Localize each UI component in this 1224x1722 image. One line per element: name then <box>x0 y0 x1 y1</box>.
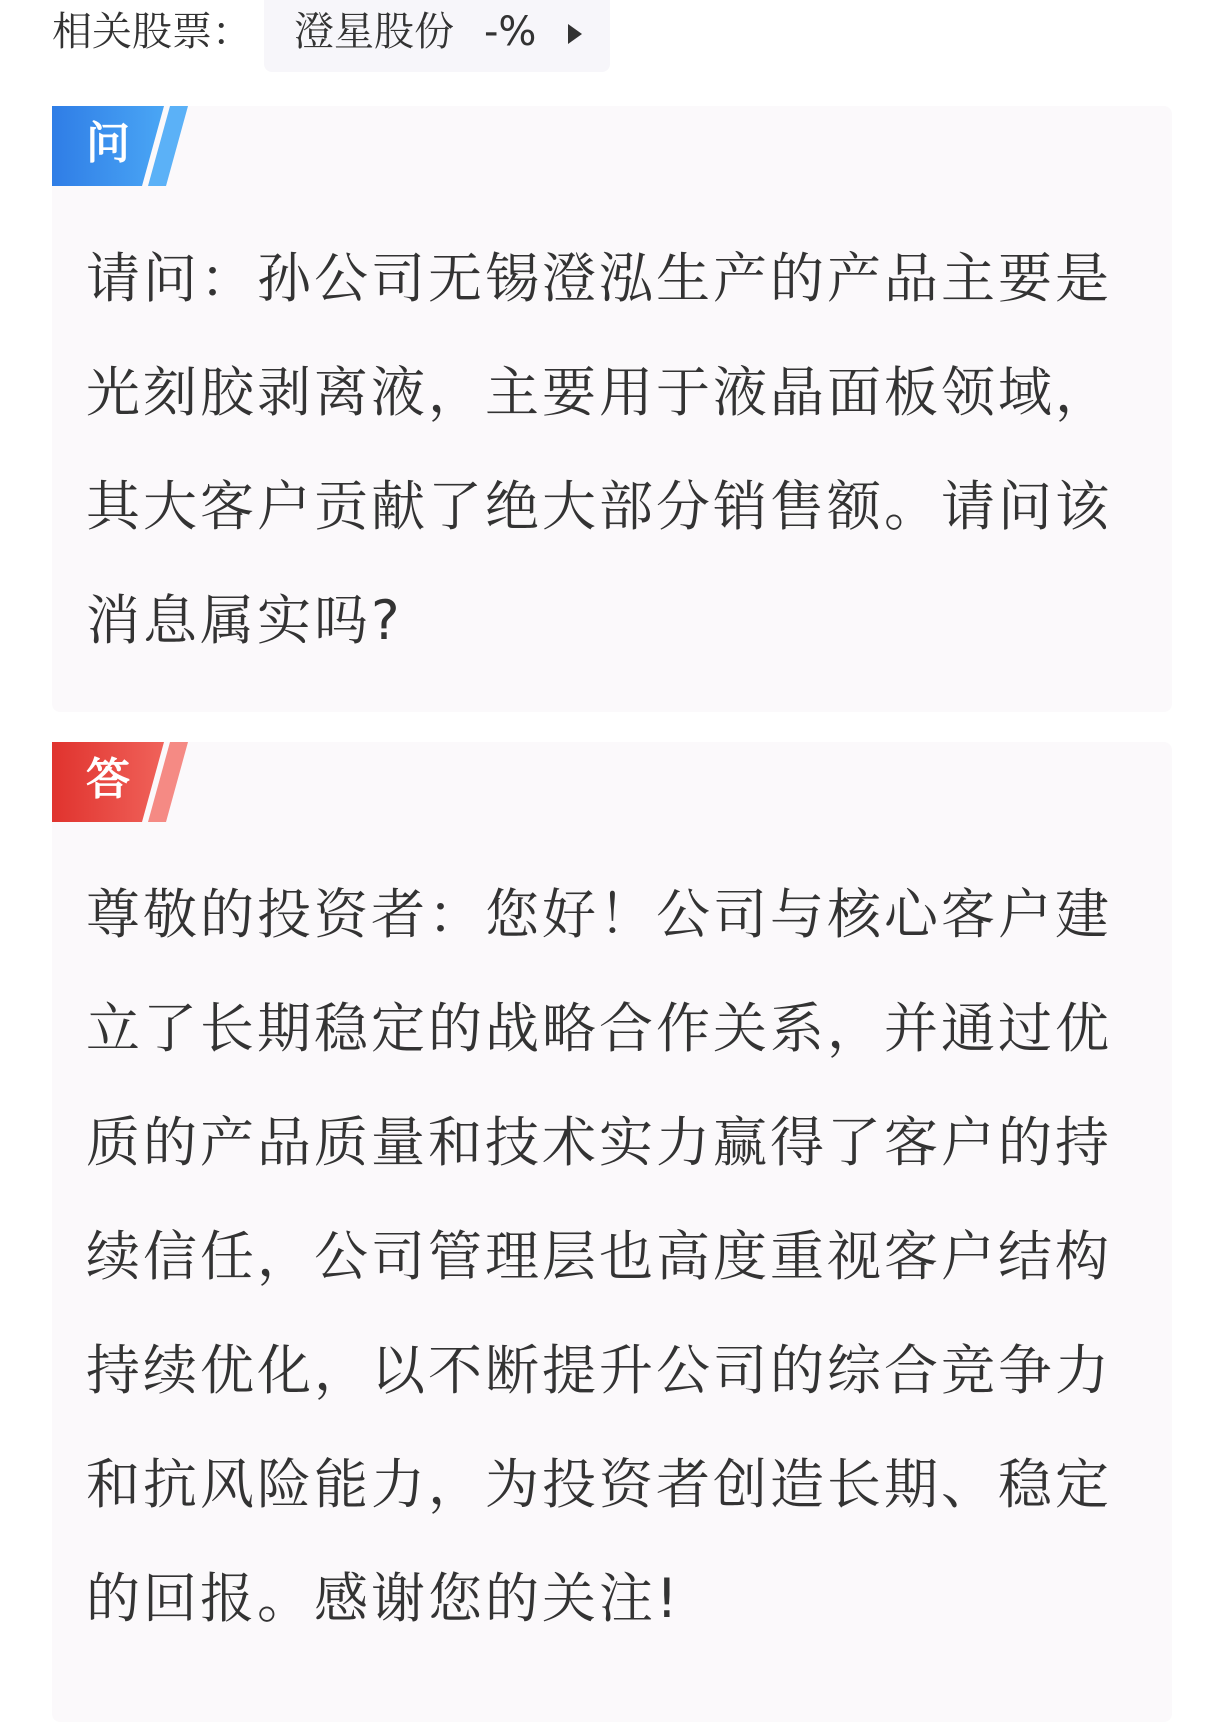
stock-change: -% <box>484 9 537 55</box>
answer-tag-label: 答 <box>86 754 130 805</box>
related-stocks-label: 相关股票： <box>52 9 252 55</box>
answer-tag <box>52 742 198 822</box>
question-text: 请问：孙公司无锡澄泓生产的产品主要是光刻胶剥离液，主要用于液晶面板领域，其大客户贡献了绝大部分销售额。请问该消息属实吗? <box>86 247 1112 652</box>
question-tag-label: 问 <box>86 118 130 169</box>
play-triangle-icon <box>568 24 582 44</box>
question-tag <box>52 106 198 186</box>
question-card <box>52 106 1172 712</box>
answer-card <box>52 742 1172 1722</box>
related-stocks-row <box>52 0 610 72</box>
answer-text: 尊敬的投资者：您好！公司与核心客户建立了长期稳定的战略合作关系，并通过优质的产品质量和技术实力赢得了客户的持续信任，公司管理层也高度重视客户结构持续优化，以不断提升公司的综合竞争力和抗风险能力，为投资者创造长期、稳定的回报。感谢您的关注! <box>86 883 1112 1630</box>
stock-chip[interactable] <box>264 0 610 72</box>
stock-name: 澄星股份 <box>294 9 454 55</box>
